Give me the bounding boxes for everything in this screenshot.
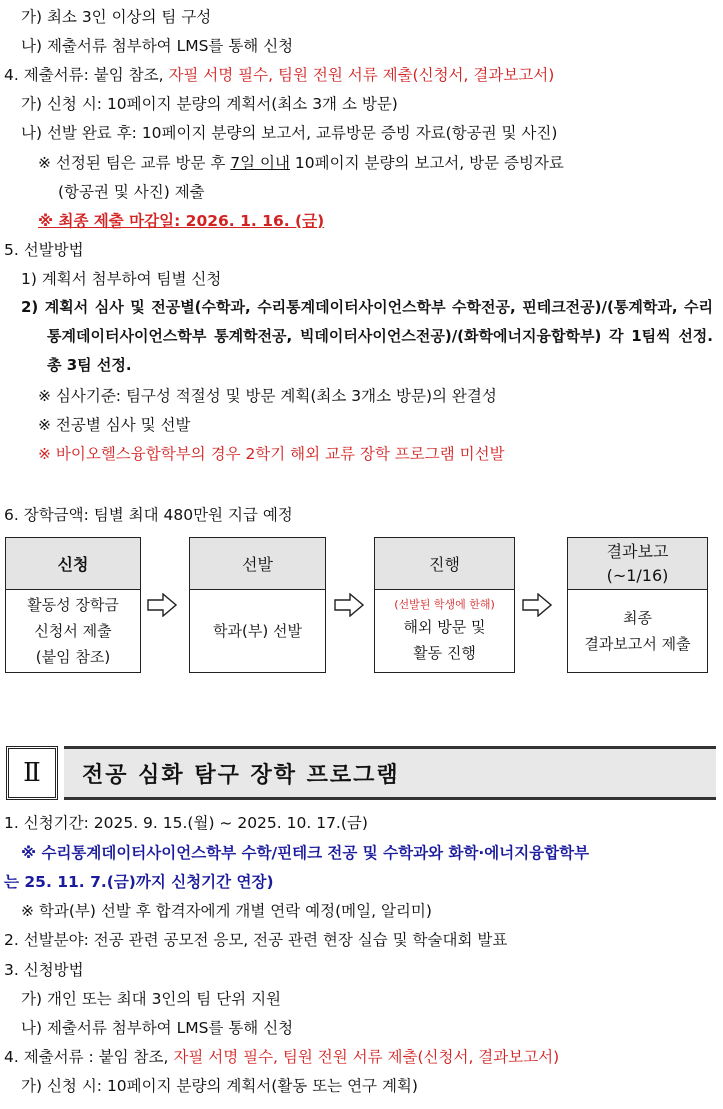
flow-title-line: 결과보고 bbox=[606, 541, 669, 561]
text-segment: ※ 선정된 팀은 교류 방문 후 bbox=[38, 154, 231, 172]
text-line: 나) 제출서류 첨부하여 LMS를 통해 신청 bbox=[21, 1019, 294, 1037]
flow-text: 결과보고서 제출 bbox=[584, 634, 691, 653]
section-title: 전공 심화 탐구 장학 프로그램 bbox=[64, 746, 716, 800]
flow-text: 신청서 제출 bbox=[34, 621, 112, 640]
text-line: 5. 선발방법 bbox=[4, 241, 84, 259]
flow-box-title bbox=[568, 538, 707, 590]
text-line: 가) 신청 시: 10페이지 분량의 계획서(최소 3개 소 방문) bbox=[21, 95, 398, 113]
flow-text: (붙임 참조) bbox=[35, 647, 111, 666]
flow-box-body bbox=[568, 590, 707, 671]
selection-criteria: 2) 계획서 심사 및 전공별(수학과, 수리통계데이터사이언스학부 수학전공, 핀테크전공)/(통계학과, 수리통계데이터사이언스학부 통계학전공, 빅데이터사이언스전공)/(화학에너지융합학부) 각 1팀씩 선정. 총 3팀 선정. bbox=[21, 298, 713, 374]
text-line: 가) 최소 3인 이상의 팀 구성 bbox=[21, 8, 212, 26]
text-line: 나) 선발 완료 후: 10페이지 분량의 보고서, 교류방문 증빙 자료(항공권 및 사진) bbox=[21, 124, 558, 142]
flow-box-title: 진행 bbox=[375, 538, 514, 590]
arrow-right-icon bbox=[147, 593, 177, 617]
text-line: 2. 선발분야: 전공 관련 공모전 응모, 전공 관련 현장 실습 및 학술대회 발표 bbox=[4, 931, 508, 949]
flow-box-progress bbox=[374, 537, 515, 673]
text-line: 6. 장학금액: 팀별 최대 480만원 지급 예정 bbox=[4, 506, 293, 524]
text-line: 가) 개인 또는 최대 3인의 팀 단위 지원 bbox=[21, 990, 282, 1008]
flow-note: (선발된 학생에 한해) bbox=[394, 597, 495, 611]
flow-box-report bbox=[567, 537, 708, 673]
arrow-right-icon bbox=[334, 593, 364, 617]
text-line: ※ 학과(부) 선발 후 합격자에게 개별 연락 예정(메일, 알리미) bbox=[21, 902, 432, 920]
text-line: 1. 신청기간: 2025. 9. 15.(월) ~ 2025. 10. 17.(금) bbox=[4, 814, 368, 832]
flow-box-title: 선발 bbox=[190, 538, 325, 590]
emphasis-blue: ※ 수리통계데이터사이언스학부 수학/핀테크 전공 및 수학과와 화학·에너지융합학부 bbox=[21, 844, 590, 862]
flow-text: 활동 진행 bbox=[413, 643, 476, 662]
flow-box-body bbox=[6, 590, 140, 671]
text-line bbox=[4, 1046, 723, 1068]
emphasis-red: ※ 바이오헬스융합학부의 경우 2학기 해외 교류 장학 프로그램 미선발 bbox=[38, 445, 505, 463]
text-line: 가) 신청 시: 10페이지 분량의 계획서(활동 또는 연구 계획) bbox=[21, 1077, 418, 1095]
text-segment: 10페이지 분량의 보고서, 방문 증빙자료 bbox=[290, 154, 564, 172]
emphasis-blue: 는 25. 11. 7.(금)까지 신청기간 연장) bbox=[4, 873, 274, 891]
text-line: ※ 심사기준: 팀구성 적절성 및 방문 계획(최소 3개소 방문)의 완결성 bbox=[38, 387, 497, 405]
flow-box-title: 신청 bbox=[6, 538, 140, 590]
text-segment: 4. 제출서류 : 붙임 참조, bbox=[4, 1048, 174, 1066]
flow-box-body bbox=[375, 590, 514, 671]
text-line: ※ 전공별 심사 및 선발 bbox=[38, 416, 191, 434]
flow-box-select bbox=[189, 537, 326, 673]
text-line: (항공권 및 사진) 제출 bbox=[58, 183, 205, 201]
flow-text: 해외 방문 및 bbox=[403, 617, 486, 636]
text-segment: 4. 제출서류: 붙임 참조, bbox=[4, 66, 169, 84]
arrow-right-icon bbox=[522, 593, 552, 617]
text-line: 나) 제출서류 첨부하여 LMS를 통해 신청 bbox=[21, 37, 294, 55]
emphasis-red: 자필 서명 필수, 팀원 전원 서류 제출(신청서, 결과보고서) bbox=[168, 66, 555, 84]
text-line: 3. 신청방법 bbox=[4, 961, 84, 979]
section-number: Ⅱ bbox=[6, 746, 58, 800]
text-line: 1) 계획서 첨부하여 팀별 신청 bbox=[21, 270, 222, 288]
flow-box-apply bbox=[5, 537, 141, 673]
underlined-text: 7일 이내 bbox=[230, 154, 290, 172]
flow-box-body bbox=[190, 590, 325, 671]
text-line bbox=[38, 152, 723, 174]
flow-title-line: (~1/16) bbox=[606, 565, 669, 585]
text-line bbox=[4, 64, 723, 86]
flow-text: 학과(부) 선발 bbox=[213, 621, 302, 640]
flow-text: 활동성 장학금 bbox=[27, 595, 119, 614]
flow-text: 최종 bbox=[623, 608, 652, 627]
emphasis-red: 자필 서명 필수, 팀원 전원 서류 제출(신청서, 결과보고서) bbox=[173, 1048, 560, 1066]
deadline-notice: ※ 최종 제출 마감일: 2026. 1. 16. (금) bbox=[38, 212, 325, 230]
